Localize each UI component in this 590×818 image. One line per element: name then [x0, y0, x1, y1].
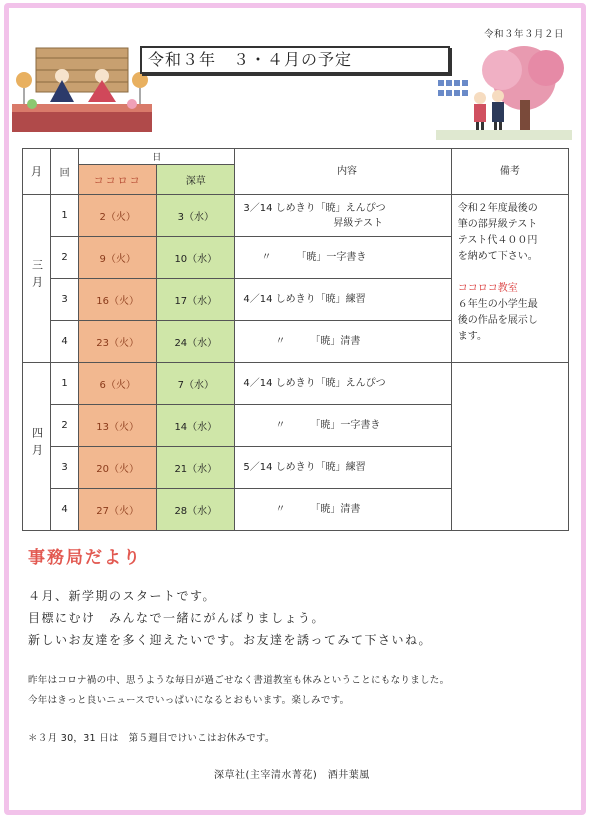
content-cell: 〃 「暁」清書 [235, 321, 451, 363]
biko-cell [451, 195, 568, 363]
header-kai: 回 [51, 149, 79, 195]
biko-line: を納めて下さい。 [457, 251, 538, 262]
fuka-date-cell: 21（水） [157, 447, 235, 489]
header-month: 月 [23, 149, 51, 195]
news-note: ＊３月 30，31 日は 第５週目でけいこはお休みです。 [28, 733, 275, 744]
month-label-april [23, 363, 51, 531]
news-small-text: 昨年はコロナ禍の中、思うような毎日が過ごせなく書道教室も休みということにもなりました。 [28, 675, 450, 686]
kai-cell: 4 [51, 321, 79, 363]
header-biko: 備考 [451, 149, 568, 195]
biko-line: 後の作品を展示し [457, 315, 538, 326]
content-line-1: 3／14 しめきり「暁」えんぴつ [243, 202, 386, 214]
biko-line: 筆の部昇級テスト [457, 219, 538, 230]
fuka-date-cell: 10（水） [157, 237, 235, 279]
biko-line: テスト代４００円 [457, 235, 538, 246]
kai-cell: 4 [51, 489, 79, 531]
kokoro-date-cell: 20（火） [79, 447, 157, 489]
signature: 深草社(主宰清水菁花) 酒井葉風 [214, 770, 370, 781]
cherry-tree-illustration [436, 44, 572, 140]
schedule-table [22, 148, 569, 531]
kai-cell: 3 [51, 447, 79, 489]
news-heading: 事務局だより [28, 548, 142, 568]
news-paragraph: 目標にむけ みんなで一緒にがんばりましょう。 [28, 611, 326, 625]
table-row [23, 363, 569, 405]
biko-red-heading: ココロコ教室 [457, 283, 518, 294]
kai-cell: 2 [51, 405, 79, 447]
biko-cell-empty [451, 363, 568, 531]
table-header-row [23, 149, 569, 165]
content-line-2: 昇級テスト [333, 217, 383, 229]
kai-cell: 1 [51, 363, 79, 405]
month-label-march [23, 195, 51, 363]
fuka-date-cell: 17（水） [157, 279, 235, 321]
fuka-date-cell: 24（水） [157, 321, 235, 363]
content-cell: 〃 「暁」清書 [235, 489, 451, 531]
month-text: 四月 [30, 427, 44, 461]
kokoro-date-cell: 13（火） [79, 405, 157, 447]
content-cell: 〃 「暁」一字書き [235, 237, 451, 279]
content-cell: 5／14 しめきり「暁」練習 [235, 447, 451, 489]
content-cell: 〃 「暁」一字書き [235, 405, 451, 447]
header-fuka: 深草 [157, 165, 235, 195]
fuka-date-cell: 3（水） [157, 195, 235, 237]
month-text: 三月 [30, 259, 44, 293]
kai-cell: 2 [51, 237, 79, 279]
hina-dolls-illustration [12, 40, 152, 132]
kokoro-date-cell: 6（火） [79, 363, 157, 405]
fuka-date-cell: 7（水） [157, 363, 235, 405]
header-content: 内容 [235, 149, 451, 195]
fuka-date-cell: 14（水） [157, 405, 235, 447]
kokoro-date-cell: 23（火） [79, 321, 157, 363]
kokoro-date-cell: 27（火） [79, 489, 157, 531]
table-row [23, 195, 569, 237]
header-day: 日 [79, 149, 235, 165]
biko-line: 令和２年度最後の [457, 203, 538, 214]
kokoro-date-cell: 2（火） [79, 195, 157, 237]
issue-date: 令和３年３月２日 [483, 29, 564, 40]
fuka-date-cell: 28（水） [157, 489, 235, 531]
content-cell: 4／14 しめきり「暁」練習 [235, 279, 451, 321]
header-kokoro: ココロコ [79, 165, 157, 195]
page-title: 令和３年 ３・４月の予定 [140, 46, 450, 74]
kokoro-date-cell: 16（火） [79, 279, 157, 321]
biko-line: ます。 [457, 331, 487, 342]
news-paragraph: 新しいお友達を多く迎えたいです。お友達を誘ってみて下さいね。 [28, 633, 433, 647]
news-paragraph: ４月、新学期のスタートです。 [28, 589, 217, 603]
content-cell: 4／14 しめきり「暁」えんぴつ [235, 363, 451, 405]
kai-cell: 1 [51, 195, 79, 237]
kokoro-date-cell: 9（火） [79, 237, 157, 279]
news-small-text: 今年はきっと良いニュースでいっぱいになるとおもいます。楽しみです。 [28, 695, 350, 706]
biko-line: ６年生の小学生最 [457, 299, 538, 310]
kai-cell: 3 [51, 279, 79, 321]
content-cell [235, 195, 451, 237]
